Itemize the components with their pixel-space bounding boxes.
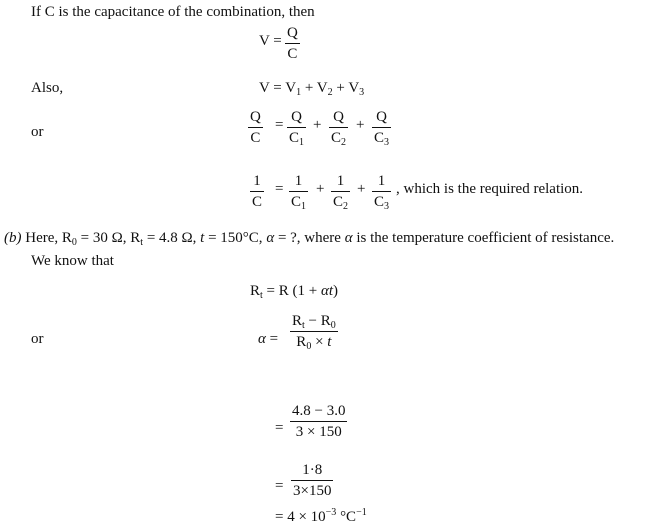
- r0-sub: 0: [71, 237, 77, 248]
- or-label-1: or: [31, 124, 44, 140]
- eq2-sub3: 3: [359, 87, 365, 98]
- eq3-t3-den-sub: 3: [384, 137, 390, 148]
- alpha-value: = ?, where: [274, 230, 345, 246]
- eq4-t3-num: 1: [377, 173, 386, 189]
- eq4-lhs-den: C: [252, 194, 263, 210]
- rt-sub: t: [140, 237, 144, 248]
- eq3-t1-den: [287, 128, 306, 147]
- eq6-num-minus: − R: [304, 313, 331, 329]
- eq2-sub2: 2: [327, 87, 333, 98]
- eq3-t2-den-c: C: [331, 130, 342, 146]
- eq8-numerator: 1·8: [302, 462, 323, 478]
- eq4-t1-den-sub: 1: [301, 201, 307, 212]
- also-label: Also,: [31, 80, 64, 96]
- eq6-equals: =: [265, 331, 279, 347]
- eq4-t2-den: [331, 192, 350, 211]
- eq9-unit: °C: [336, 509, 357, 525]
- eq8-denominator: 3×150: [293, 483, 332, 499]
- eq6-den-s: 0: [306, 341, 312, 352]
- eq3-term1: [287, 108, 306, 147]
- or-label-2: or: [31, 331, 44, 347]
- eq3-t2-den-sub: 2: [341, 137, 347, 148]
- eq4-term3: [372, 172, 391, 211]
- eq6-denominator: [294, 332, 333, 351]
- eq1-lhs: V =: [259, 33, 282, 49]
- eq5-sub: t: [260, 290, 263, 301]
- eq3-t3-den: [372, 128, 391, 147]
- eq2-plus1: + V: [301, 80, 328, 96]
- eq3-t1-den-sub: 1: [299, 137, 305, 148]
- eq9-exp: −3: [325, 507, 337, 518]
- eq5-close: ): [333, 283, 339, 299]
- eq7-fraction: [290, 402, 347, 441]
- eq5-t: t: [328, 283, 334, 299]
- eq2-v: V = V: [259, 80, 297, 96]
- eq4-t3-den-sub: 3: [384, 201, 390, 212]
- eq3-term2: [329, 108, 348, 147]
- eq6-lhs: [258, 331, 278, 348]
- eq3-t1-num: Q: [291, 109, 302, 125]
- eq4-t3-den-c: C: [374, 194, 385, 210]
- eq1-denominator: C: [287, 46, 298, 62]
- eq4-plus1: +: [316, 181, 325, 197]
- part-b-line: [4, 230, 614, 247]
- eq4-lhs-num: 1: [253, 173, 261, 189]
- eq5-alpha: α: [320, 283, 329, 299]
- eq3-equals: =: [275, 117, 284, 133]
- eq4-t1-den: [289, 192, 308, 211]
- eq9-result: [275, 509, 367, 526]
- eq4-t1-num: 1: [294, 173, 303, 189]
- eq7-equals: =: [275, 420, 284, 436]
- eq6-numerator: [290, 312, 338, 331]
- eq4-t2-den-sub: 2: [343, 201, 349, 212]
- eq3-lhs-num: Q: [250, 109, 261, 125]
- eq6-fraction: [290, 312, 338, 351]
- eq8-equals: =: [275, 478, 284, 494]
- eq6-den-r: R: [296, 334, 307, 350]
- eq3-t2-den: [329, 128, 348, 147]
- r0-value: = 30 Ω, R: [76, 230, 141, 246]
- eq3-t3-num: Q: [376, 109, 387, 125]
- we-know-text: We know that: [31, 253, 114, 269]
- eq6-den-times: ×: [311, 334, 328, 350]
- eq2: [259, 80, 364, 97]
- eq2-sub1: 1: [296, 87, 302, 98]
- intro-text: If C is the capacitance of the combination, then: [31, 4, 315, 20]
- eq6-num-s1: t: [302, 320, 305, 331]
- eq3-t1-den-c: C: [289, 130, 300, 146]
- eq4-t2-den-c: C: [333, 194, 344, 210]
- eq4-t2-num: 1: [336, 173, 345, 189]
- eq5-rhs: = R (1 +: [262, 283, 321, 299]
- eq4-lhs-fraction: [250, 172, 264, 211]
- part-b-label: (b): [4, 230, 22, 246]
- eq3-plus2: +: [356, 117, 365, 133]
- rt-value: = 4.8 Ω,: [143, 230, 201, 246]
- eq1-numerator: Q: [287, 25, 298, 41]
- eq6-den-t: t: [327, 334, 332, 350]
- eq4-t3-den: [372, 192, 391, 211]
- t-var: t: [200, 230, 205, 246]
- eq5-r: R: [250, 283, 261, 299]
- eq6-num-s2: 0: [330, 320, 336, 331]
- eq4-term2: [331, 172, 350, 211]
- part-b-here: Here, R: [25, 230, 72, 246]
- eq2-plus2: + V: [332, 80, 360, 96]
- eq3-t3-den-c: C: [374, 130, 385, 146]
- eq9-unit-exp: −1: [356, 507, 367, 518]
- eq6-num-r1: R: [292, 313, 303, 329]
- eq4-equals: =: [275, 181, 284, 197]
- eq3-lhs-den: C: [250, 130, 261, 146]
- eq8-fraction: [291, 461, 333, 500]
- eq3-lhs-fraction: [248, 108, 263, 147]
- eq3-t2-num: Q: [333, 109, 344, 125]
- eq4-tail-text: , which is the required relation.: [396, 181, 584, 197]
- eq4-t1-den-c: C: [291, 194, 302, 210]
- alpha-symbol: α: [266, 230, 275, 246]
- eq9-text: = 4 × 10: [275, 509, 326, 525]
- eq6-alpha: α: [258, 331, 266, 347]
- eq5: [250, 283, 338, 300]
- t-value: = 150°C,: [204, 230, 267, 246]
- eq4-term1: [289, 172, 308, 211]
- eq1-fraction: [285, 24, 300, 63]
- eq3-term3: [372, 108, 391, 147]
- part-b-rest: is the temperature coefficient of resistance.: [352, 230, 615, 246]
- eq3-plus1: +: [313, 117, 322, 133]
- eq4-plus2: +: [357, 181, 366, 197]
- eq7-numerator: 4.8 − 3.0: [292, 403, 346, 419]
- eq7-denominator: 3 × 150: [295, 424, 342, 440]
- alpha-symbol-2: α: [344, 230, 353, 246]
